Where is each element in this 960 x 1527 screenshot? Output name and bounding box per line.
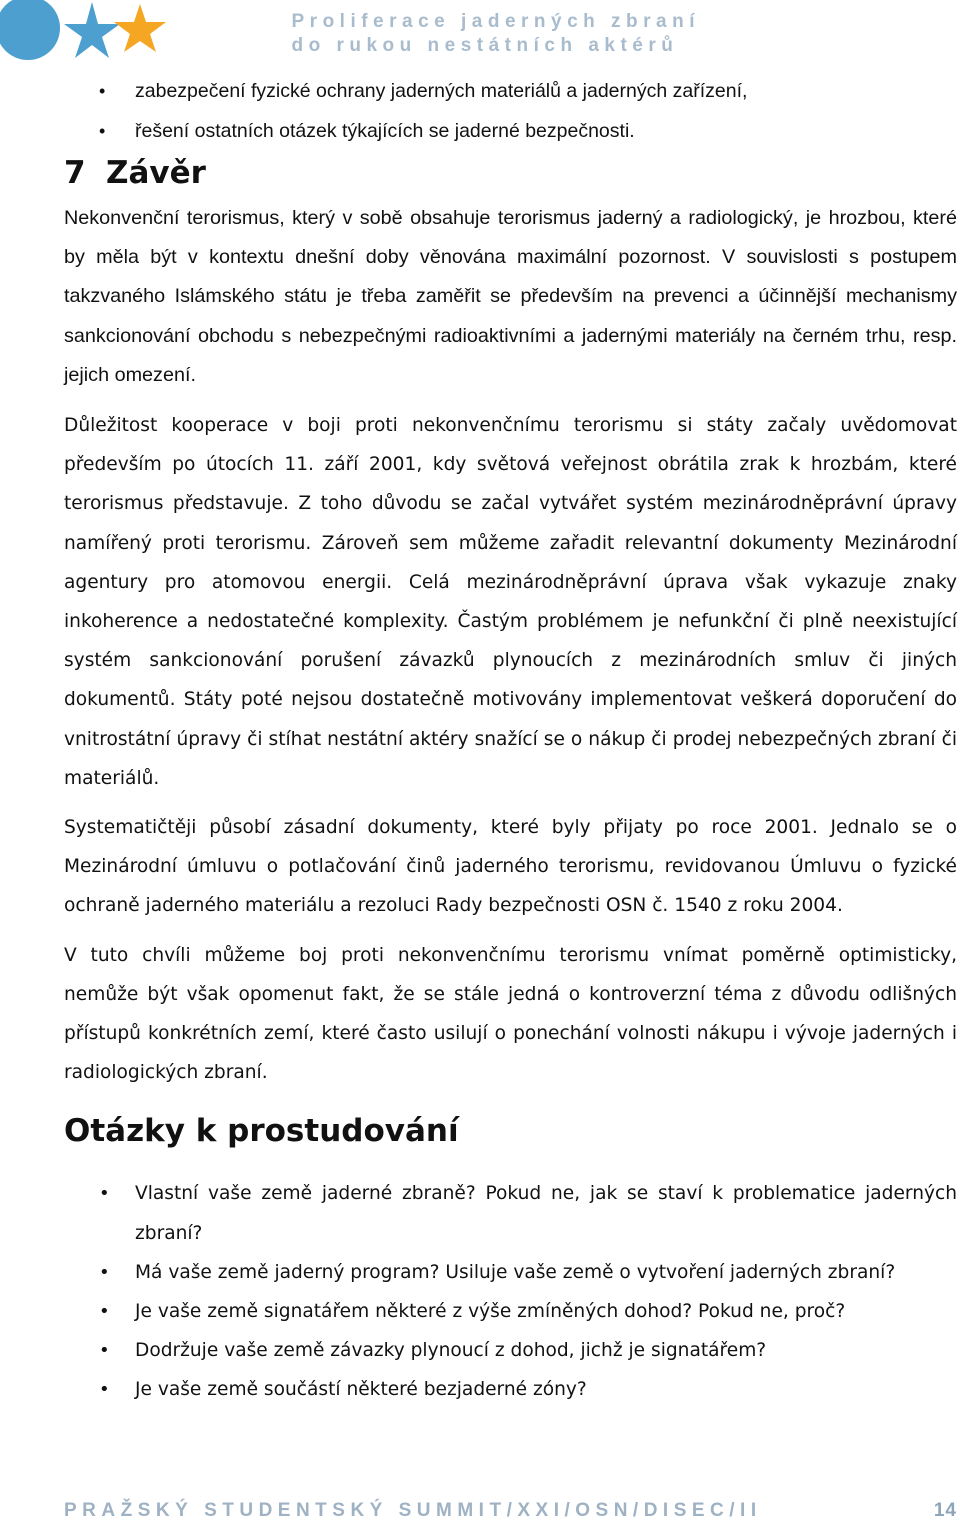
paragraph: Systematičtěji působí zásadní dokumenty, které byly přijaty po roce 2001. Jednalo se o Mezinárodní úmluvu o potlačování činů jaderného terorismu, revidovanou Úmluvu o fyzické ochraně jaderného materiálu a rezoluci Rady bezpečnosti OSN č. 1540 z roku 2004. (64, 817, 957, 917)
page-number: 14 (933, 1500, 957, 1521)
page-footer (64, 1500, 957, 1522)
list-item: • Dodržuje vaše země závazky plynoucí z dohod, jichž je signatářem? (64, 1331, 957, 1370)
questions-list (64, 1174, 957, 1409)
header-line-1: Proliferace jaderných zbraní (291, 11, 700, 32)
chapter-heading (64, 151, 957, 197)
paragraph: V tuto chvíli můžeme boj proti nekonvenčnímu terorismu vnímat poměrně optimisticky, nemůže být však opomenut fakt, že se stále jedná o kontroverzní téma z důvodu odlišných přístupů konkrétních zemí, které často usilují o ponechání volnosti nákupu i vývoje jaderných i radiologických zbraní. (64, 944, 957, 1084)
chapter-number: 7 (64, 155, 86, 191)
list-item: • Má vaše země jaderný program? Usiluje vaše země o vytvoření jaderných zbraní? (64, 1253, 957, 1292)
chapter-title: Závěr (106, 155, 206, 191)
paragraph: Nekonvenční terorismus, který v sobě obsahuje terorismus jaderný a radiologický, je hrozbou, které by měla být v kontextu dnešní doby věnována maximální pozornost. V souvislosti s postupem takzvaného Islámského státu je třeba zaměřit se především na prevenci a účinnější mechanismy sankcionování obchodu s nebezpečnými radioaktivními a jadernými materiály na černém trhu, resp. jejich omezení. (64, 207, 957, 386)
list-item: • zabezpečení fyzické ochrany jaderných materiálů a jaderných zařízení, (64, 72, 957, 112)
header-line-2: do rukou nestátních aktérů (291, 35, 679, 56)
paragraph: Důležitost kooperace v boji proti nekonvenčnímu terorismu si státy začaly uvědomovat především po útocích 11. září 2001, kdy světová veřejnost obrátila zrak k hrozbám, které terorismus představuje. Z toho důvodu se začal vytvářet systém mezinárodněprávní úpravy namířený proti terorismu. Zároveň sem můžeme zařadit relevantní dokumenty Mezinárodní agentury pro atomovou energii. Celá mezinárodněprávní úprava však vykazuje znaky inkoherence a nedostatečné komplexity. Častým problémem je nefunkční či plně neexistující systém sankcionování porušení závazků plynoucích z mezinárodních smluv či jiných dokumentů. Státy poté nejsou dostatečně motivovány implementovat veškerá doporučení do vnitrostátní úpravy či stíhat nestátní aktéry snažící se o nákup či prodej nebezpečných zbraní či materiálů. (64, 415, 957, 789)
list-item: • Vlastní vaše země jaderné zbraně? Pokud ne, jak se staví k problematice jaderných zbraní? (64, 1174, 957, 1252)
page-content (64, 72, 957, 1410)
questions-heading: Otázky k prostudování (64, 1113, 459, 1150)
running-header (292, 10, 701, 58)
summit-logo (0, 0, 180, 70)
list-item: • řešení ostatních otázek týkajících se jaderné bezpečnosti. (64, 112, 957, 152)
top-bullet-list (64, 72, 957, 151)
list-item: • Je vaše země součástí některé bezjaderné zóny? (64, 1370, 957, 1409)
footer-text: PRAŽSKÝ STUDENTSKÝ SUMMIT/XXI/OSN/DISEC/II (64, 1500, 762, 1521)
list-item: • Je vaše země signatářem některé z výše zmíněných dohod? Pokud ne, proč? (64, 1292, 957, 1331)
